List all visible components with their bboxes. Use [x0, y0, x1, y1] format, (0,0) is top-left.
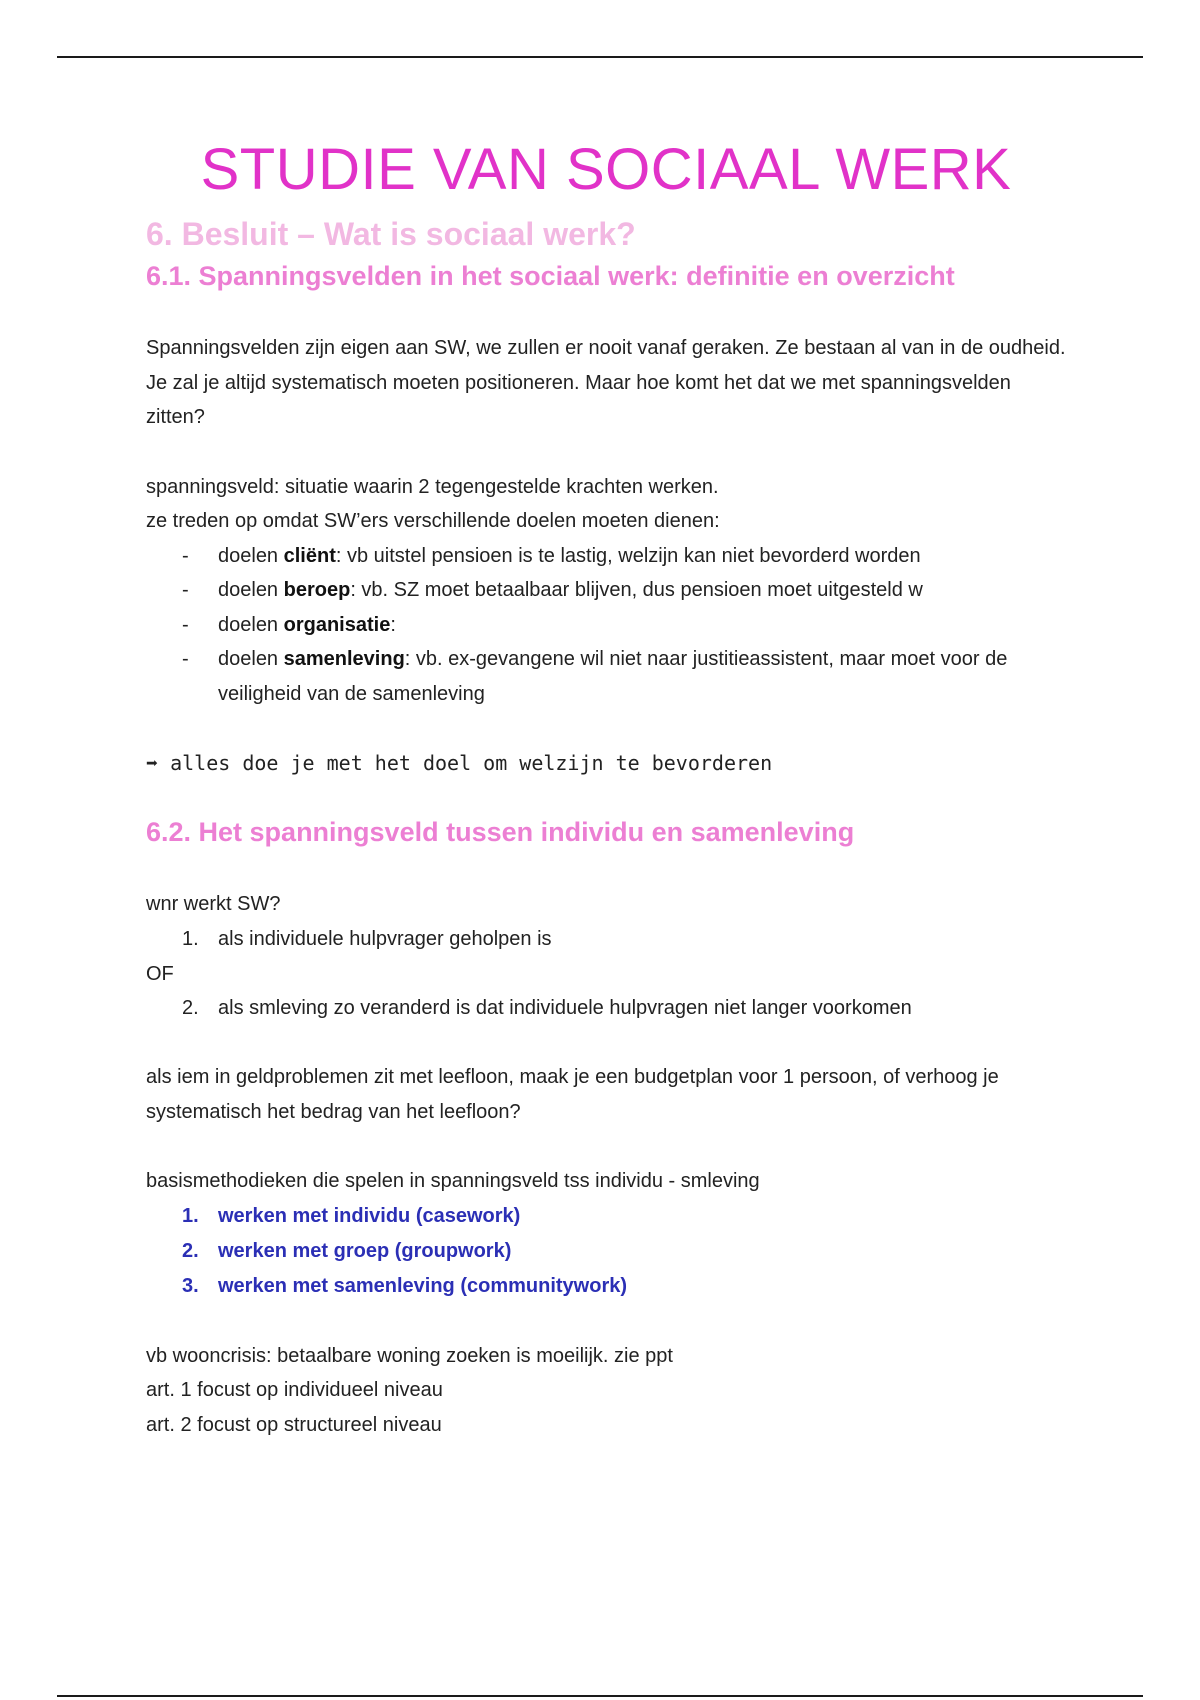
section-heading-6-2: 6.2. Het spanningsveld tussen individu en samenleving [146, 817, 855, 847]
example-paragraph: als iem in geldproblemen zit met leefloon, maak je een budgetplan voor 1 persoon, of verhoog je systematisch het bedrag van het leefloon? [146, 1066, 999, 1123]
conclusion-line: ➡ alles doe je met het doel om welzijn te bevorderen [146, 751, 773, 775]
document-body [146, 130, 1066, 1442]
option-list-1 [146, 922, 1066, 957]
list-item: - doelen beroep: vb. SZ moet betaalbaar blijven, dus pensioen moet uitgesteld w [182, 579, 923, 601]
bottom-rule [57, 1695, 1143, 1697]
definition-line: spanningsveld: situatie waarin 2 tegengestelde krachten werken. [146, 475, 719, 498]
list-item: 2. als smleving zo veranderd is dat individuele hulpvragen niet langer voorkomen [182, 997, 912, 1019]
article-1-note: art. 1 focust op individueel niveau [146, 1379, 443, 1401]
list-item: 3. werken met samenleving (communitywork) [182, 1274, 628, 1297]
list-item: 2. werken met groep (groupwork) [182, 1239, 512, 1262]
document-title: STUDIE VAN SOCIAAL WERK [200, 137, 1012, 202]
methods-list [146, 1199, 1066, 1304]
or-line: OF [146, 962, 174, 985]
list-item: - doelen cliënt: vb uitstel pensioen is te lastig, welzijn kan niet bevorderd worden [182, 544, 921, 567]
article-2-note: art. 2 focust op structureel niveau [146, 1413, 442, 1436]
list-item: 1. werken met individu (casework) [182, 1204, 521, 1227]
list-item: - doelen organisatie: [182, 613, 396, 636]
chapter-heading: 6. Besluit – Wat is sociaal werk? [146, 216, 636, 252]
methods-intro: basismethodieken die spelen in spanningsveld tss individu - smleving [146, 1170, 760, 1192]
section-heading-6-1: 6.1. Spanningsvelden in het sociaal werk: definitie en overzicht [146, 261, 955, 291]
top-rule [57, 56, 1143, 58]
list-item: - doelen samenleving: vb. ex-gevangene wil niet naar justitieassistent, maar moet voor de veiligheid van de samenleving [182, 648, 1008, 705]
housing-example: vb wooncrisis: betaalbare woning zoeken is moeilijk. zie ppt [146, 1344, 673, 1367]
question-line: wnr werkt SW? [146, 893, 281, 915]
intro-paragraph: Spanningsvelden zijn eigen aan SW, we zullen er nooit vanaf geraken. Ze bestaan al van in de oudheid. Je zal je altijd systematisch moeten positioneren. Maar hoe komt het dat we met spanningsvelden zitten? [146, 337, 1066, 428]
goals-list [146, 539, 1066, 712]
list-item: 1. als individuele hulpvrager geholpen is [182, 927, 552, 950]
definition-reason: ze treden op omdat SW’ers verschillende doelen moeten dienen: [146, 510, 720, 532]
option-list-2 [146, 991, 1066, 1026]
